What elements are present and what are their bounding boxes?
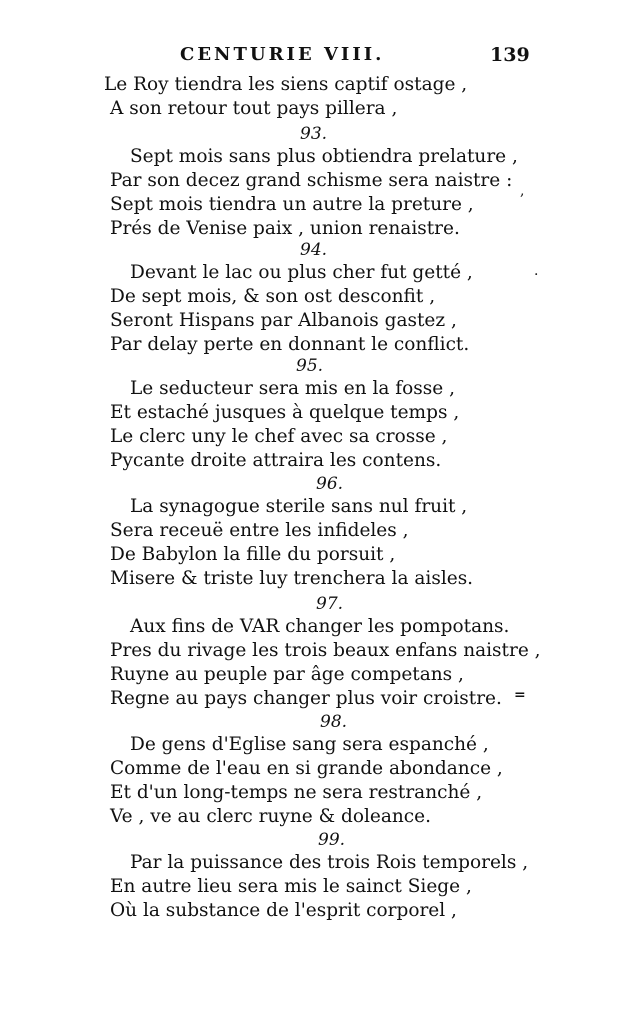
- text-line: Sera receuë entre les infideles ,: [110, 520, 409, 541]
- page-number: 139: [490, 44, 530, 66]
- text-line: Par son decez grand schisme sera naistre :: [110, 170, 513, 191]
- text-line: Misere & triste luy trenchera la aisles.: [110, 568, 474, 589]
- text-line: Ruyne au peuple par âge competans ,: [110, 664, 464, 685]
- text-line: A son retour tout pays pillera ,: [110, 98, 398, 119]
- quatrain-number: 95.: [296, 356, 324, 376]
- quatrain-number: 98.: [320, 712, 348, 732]
- text-line: Pycante droite attraira les contens.: [110, 450, 442, 471]
- text-line: Pres du rivage les trois beaux enfans naistre ,: [110, 640, 541, 661]
- quatrain-number: 96.: [316, 474, 344, 494]
- quatrain-number: 93.: [300, 124, 328, 144]
- running-title: CENTURIE VIII.: [180, 44, 385, 65]
- text-line: Ve , ve au clerc ruyne & doleance.: [110, 806, 431, 827]
- printer-mark: ·: [534, 267, 539, 283]
- text-line: Où la substance de l'esprit corporel ,: [110, 900, 457, 921]
- text-line: Regne au pays changer plus voir croistre.: [110, 688, 502, 709]
- text-line: Par delay perte en donnant le conflict.: [110, 334, 470, 355]
- text-line: De Babylon la fille du porsuit ,: [110, 544, 396, 565]
- text-line: Le Roy tiendra les siens captif ostage ,: [104, 74, 468, 95]
- text-line: La synagogue sterile sans nul fruit ,: [130, 496, 468, 517]
- text-line: De gens d'Eglise sang sera espanché ,: [130, 734, 489, 755]
- text-line: Devant le lac ou plus cher fut getté ,: [130, 262, 473, 283]
- page-header: [0, 44, 634, 72]
- text-line: Sept mois sans plus obtiendra prelature ,: [130, 146, 518, 167]
- quatrain-number: 94.: [300, 240, 328, 260]
- text-line: Aux fins de VAR changer les pompotans.: [130, 616, 510, 637]
- text-line: Seront Hispans par Albanois gastez ,: [110, 310, 457, 331]
- text-line: Et estaché jusques à quelque temps ,: [110, 402, 460, 423]
- text-line: Comme de l'eau en si grande abondance ,: [110, 758, 503, 779]
- text-line: En autre lieu sera mis le sainct Siege ,: [110, 876, 472, 897]
- printer-mark: =: [514, 687, 526, 703]
- printer-mark: ,: [520, 183, 525, 199]
- quatrain-number: 97.: [316, 594, 344, 614]
- text-line: Sept mois tiendra un autre la preture ,: [110, 194, 474, 215]
- text-line: Et d'un long-temps ne sera restranché ,: [110, 782, 483, 803]
- text-line: Le clerc uny le chef avec sa crosse ,: [110, 426, 448, 447]
- quatrain-number: 99.: [318, 830, 346, 850]
- text-line: Prés de Venise paix , union renaistre.: [110, 218, 460, 239]
- text-line: Par la puissance des trois Rois temporels ,: [130, 852, 529, 873]
- text-line: De sept mois, & son ost desconfit ,: [110, 286, 436, 307]
- text-line: Le seducteur sera mis en la fosse ,: [130, 378, 455, 399]
